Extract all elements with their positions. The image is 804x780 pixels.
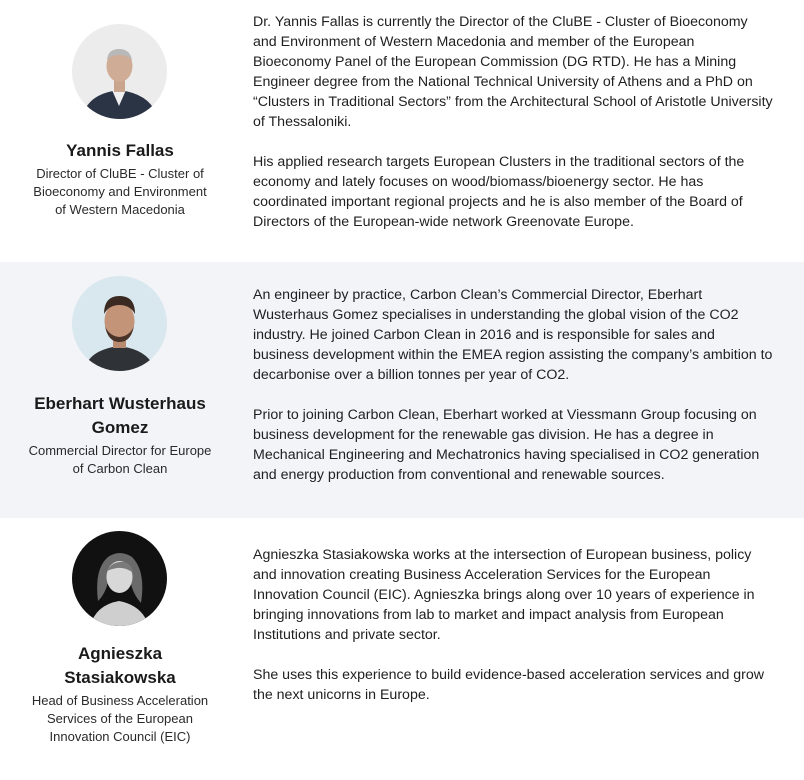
speaker-role: Director of CluBE - Cluster of Bioeconomy and Environment of Western Macedonia: [33, 166, 207, 217]
speaker-card-agnieszka-stasiakowska: [0, 518, 804, 780]
bio-paragraph: She uses this experience to build evidence-based acceleration services and grow the next unicorns in Europe.: [253, 667, 765, 703]
speaker-name: Agnieszka Stasiakowska: [64, 644, 176, 687]
speaker-photo: [72, 276, 167, 371]
speaker-role: Head of Business Acceleration Services of the European Innovation Council (EIC): [31, 693, 209, 744]
bio-paragraph: An engineer by practice, Carbon Clean’s Commercial Director, Eberhart Wusterhaus Gomez specialises in understanding the global vision of the CO2 industry. He joined Carbon Clean in 2016 and is responsible for sales and business development within the EMEA region assisting the company’s ambition to decarbonise over a billion tonnes per year of CO2.: [253, 287, 773, 383]
speaker-card-yannis-fallas: [0, 0, 804, 262]
bio-paragraph: Agnieszka Stasiakowska works at the intersection of European business, policy and innovation creating Business Acceleration Services for the European Innovation Council (EIC). Agnieszka brings along over 10 years of experience in bringing innovations from lab to market and impact analysis from European Institutions and private sector.: [253, 547, 755, 643]
person-photo-icon: [72, 531, 167, 626]
speaker-photo: [72, 531, 167, 626]
speaker-bio: [253, 285, 773, 485]
bio-paragraph: Dr. Yannis Fallas is currently the Director of the CluBE - Cluster of Bioeconomy and Environment of Western Macedonia and member of the European Bioeconomy Panel of the European Commission (DG RTD). He has a Mining Engineer degree from the National Technical University of Athens and a PhD on “Clusters in Traditional Sectors” from the Architectural School of Aristotle University of Thessaloniki.: [253, 14, 773, 130]
bio-paragraph: Prior to joining Carbon Clean, Eberhart worked at Viessmann Group focusing on business development for the renewable gas division. He has a degree in Mechanical Engineering and Mechatronics having specialised in CO2 generation and energy production from conventional and renewable sources.: [253, 407, 760, 483]
speaker-bio: [253, 545, 773, 705]
speaker-card-eberhart-wusterhaus-gomez: [0, 262, 804, 518]
speaker-name: Eberhart Wusterhaus Gomez: [34, 394, 206, 437]
person-photo-icon: [72, 276, 167, 371]
speaker-photo: [72, 24, 167, 119]
speaker-bio: [253, 12, 773, 232]
speaker-name: Yannis Fallas: [66, 141, 174, 160]
bio-paragraph: His applied research targets European Clusters in the traditional sectors of the economy and lately focuses on wood/biomass/bioenergy sector. He has coordinated important regional projects and he is also member of the Board of Directors of the European-wide network Greenovate Europe.: [253, 154, 745, 230]
person-photo-icon: [72, 24, 167, 119]
speaker-role: Commercial Director for Europe of Carbon Clean: [28, 443, 212, 476]
